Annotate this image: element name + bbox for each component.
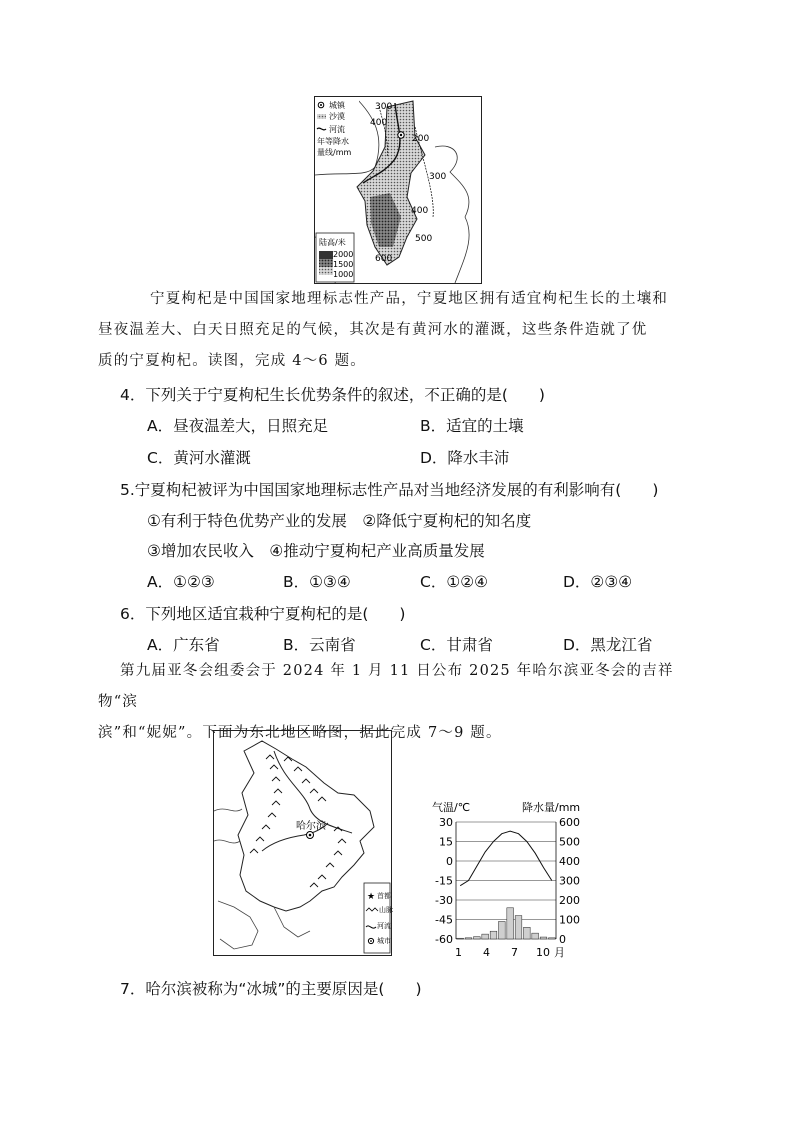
question-7-stem: 7．哈尔滨被称为“冰城”的主要原因是( ) (120, 980, 422, 998)
left-tick-label: -45 (435, 913, 453, 927)
map1-legend-3: 年等降水 (317, 137, 349, 146)
q5-option-b[interactable]: B．①③④ (283, 573, 351, 591)
q4-option-b[interactable]: B．适宜的土壤 (420, 417, 524, 435)
precipitation-bar (457, 938, 464, 939)
precipitation-bar (532, 933, 539, 939)
map1-legend-4: 量线/mm (317, 148, 352, 157)
question-4-stem: 4．下列关于宁夏枸杞生长优势条件的叙述，不正确的是( ) (120, 386, 545, 404)
isoline-label: 400 (411, 206, 429, 216)
left-tick-label: 30 (439, 816, 453, 829)
q5-option-a[interactable]: A．①②③ (147, 573, 215, 591)
precipitation-bar (474, 937, 481, 939)
svg-text:★: ★ (367, 892, 376, 902)
right-tick-label: 400 (559, 855, 580, 868)
passage-2 (98, 656, 698, 749)
temperature-line (460, 831, 552, 886)
isoline-label: 200 (412, 134, 430, 144)
left-tick-label: 15 (439, 835, 453, 849)
question-5-stem: 5.宁夏枸杞被评为中国国家地理标志性产品对当地经济发展的有利影响有( ) (120, 481, 659, 499)
q5-statements-1: ①有利于特色优势产业的发展 ②降低宁夏枸杞的知名度 (147, 512, 532, 530)
isoline-label: 300 (429, 172, 447, 182)
q5-option-d[interactable]: D．②③④ (563, 573, 633, 591)
right-axis-title: 降水量/mm (522, 801, 581, 814)
isoline-label: 600 (375, 254, 393, 264)
precipitation-bar (499, 921, 506, 939)
right-tick-label: 200 (559, 894, 580, 907)
q4-option-c[interactable]: C．黄河水灌溉 (147, 449, 251, 467)
isoline-label: 500 (415, 234, 433, 244)
q6-option-c[interactable]: C．甘肃省 (420, 636, 493, 654)
elevation-level: 2000 (333, 250, 354, 259)
x-tick-label: 1 (455, 946, 462, 959)
precipitation-bar (465, 938, 472, 939)
q4-option-a[interactable]: A．昼夜温差大，日照充足 (147, 417, 329, 435)
x-tick-label: 10 (536, 946, 550, 959)
right-tick-label: 300 (559, 874, 580, 888)
q6-option-a[interactable]: A．广东省 (147, 636, 220, 654)
elevation-title: 陆高/米 (319, 238, 346, 247)
isoline-label: 300 (375, 102, 393, 112)
map1-legend-2: 河流 (329, 125, 345, 134)
map1-legend-1: 沙漠 (329, 112, 345, 121)
question-6-stem: 6．下列地区适宜栽种宁夏枸杞的是( ) (120, 605, 406, 623)
map2-legend-2: 河流 (377, 922, 391, 930)
left-tick-label: -60 (435, 933, 453, 946)
passage-1-line: 质的宁夏枸杞。读图，完成 4～6 题。 (98, 353, 366, 369)
passage-1-line: 昼夜温差大、白天日照充足的气候，其次是有黄河水的灌溉，这些条件造就了优 (98, 322, 648, 338)
left-tick-label: -30 (435, 894, 453, 907)
northeast-china-map (213, 730, 392, 956)
q6-option-b[interactable]: B．云南省 (283, 636, 356, 654)
precipitation-bar (549, 938, 556, 939)
climate-chart (428, 795, 588, 965)
right-tick-label: 0 (559, 933, 566, 946)
q6-option-d[interactable]: D．黑龙江省 (563, 636, 653, 654)
isoline-label: 400 (370, 118, 388, 128)
q4-option-d[interactable]: D．降水丰沛 (420, 449, 510, 467)
precipitation-bar (482, 934, 489, 939)
precipitation-bar (524, 927, 531, 939)
right-tick-label: 600 (559, 816, 580, 829)
map1-legend-0: 城镇 (329, 101, 345, 110)
left-tick-label: -15 (435, 874, 453, 888)
passage-1-line: 宁夏枸杞是中国国家地理标志性产品，宁夏地区拥有适宜枸杞生长的土壤和 (150, 291, 669, 307)
precipitation-bar (540, 937, 547, 939)
left-axis-title: 气温/℃ (432, 801, 471, 814)
precipitation-bar (515, 916, 522, 939)
elevation-level: 1500 (333, 260, 354, 269)
map2-legend-0: 首都 (377, 892, 391, 900)
right-tick-label: 100 (559, 913, 580, 927)
passage-2-line: 滨”和“妮妮”。下面为东北地区略图，据此完成 7～9 题。 (98, 725, 502, 741)
map2-legend-3: 城市 (377, 937, 391, 945)
q5-option-c[interactable]: C．①②④ (420, 573, 489, 591)
city-label-harbin: 哈尔滨 (296, 821, 326, 832)
left-tick-label: 0 (446, 855, 453, 868)
precipitation-bar (490, 931, 497, 939)
elevation-level: 1000 (333, 270, 354, 279)
passage-1 (98, 284, 698, 377)
x-tick-label: 7 (511, 946, 518, 959)
ningxia-map (314, 96, 482, 284)
right-tick-label: 500 (559, 835, 580, 849)
x-tick-label: 4 (483, 946, 490, 959)
x-unit: 月 (554, 946, 565, 959)
q5-statements-2: ③增加农民收入 ④推动宁夏枸杞产业高质量发展 (147, 542, 485, 560)
map2-legend-1: 山脉 (379, 906, 393, 914)
passage-2-line: 第九届亚冬会组委会于 2024 年 1 月 11 日公布 2025 年哈尔滨亚冬会的吉祥物“滨 (98, 663, 674, 710)
precipitation-bar (507, 908, 514, 939)
